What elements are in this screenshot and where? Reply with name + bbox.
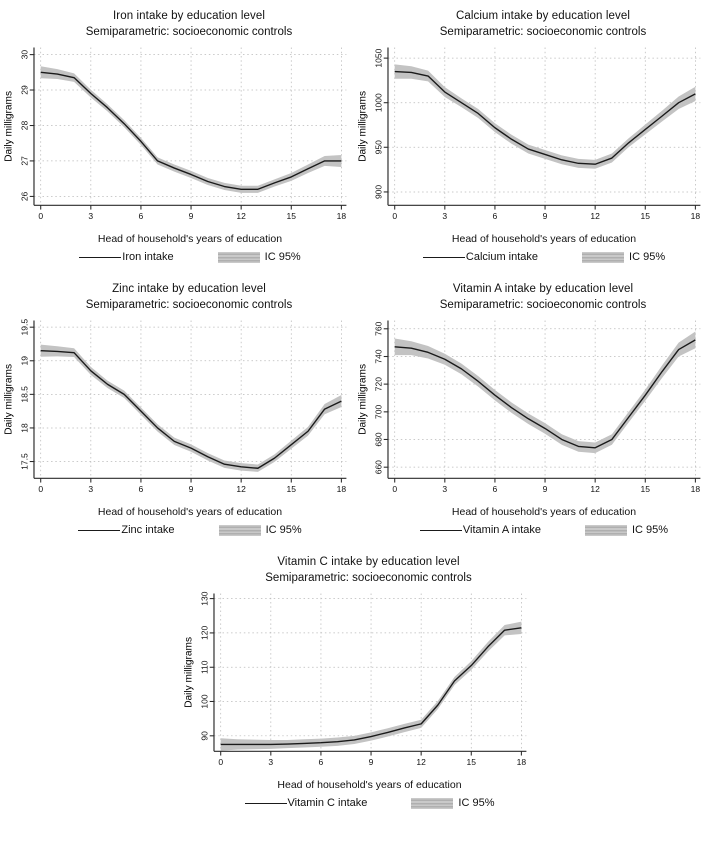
x-tick-label: 18 (336, 211, 347, 222)
line-legend-swatch (79, 257, 121, 258)
x-axis-label: Head of household's years of education (277, 779, 462, 791)
y-tick-label: 28 (19, 120, 30, 131)
chart-subtitle: Semiparametric: socioeconomic controls (85, 299, 293, 311)
x-tick-label: 6 (318, 757, 323, 768)
y-tick-label: 1050 (373, 48, 384, 68)
x-tick-label: 12 (590, 211, 600, 222)
x-tick-label: 3 (442, 211, 448, 222)
y-tick-label: 950 (373, 140, 384, 155)
x-tick-label: 3 (442, 484, 448, 495)
chart-row-2 (2, 279, 715, 538)
y-axis-label: Daily milligrams (357, 90, 369, 162)
band-legend-label: IC 95% (629, 251, 666, 263)
chart-title: Zinc intake by education level (112, 283, 266, 295)
plot-area-vitamin-a (356, 314, 710, 505)
y-tick-label: 720 (373, 377, 384, 392)
y-tick-label: 700 (373, 404, 384, 419)
band-legend-swatch (219, 525, 261, 536)
band-legend-label: IC 95% (458, 797, 495, 809)
chart-title: Vitamin A intake by education level (452, 283, 634, 295)
y-tick-label: 100 (198, 694, 209, 709)
x-tick-label: 12 (590, 484, 600, 495)
chart-row-1 (2, 6, 715, 265)
band-legend-swatch (585, 525, 627, 536)
y-tick-label: 19.5 (19, 318, 30, 336)
chart-iron (2, 6, 356, 265)
x-tick-label: 6 (138, 484, 144, 495)
x-tick-label: 9 (542, 211, 548, 222)
line-legend-label: Vitamin C intake (287, 797, 368, 809)
x-tick-label: 12 (415, 757, 426, 768)
y-tick-label: 680 (373, 432, 384, 447)
legend (2, 249, 356, 265)
plot-area-zinc (2, 314, 356, 505)
chart-vitamin-c (182, 552, 536, 811)
y-tick-label: 900 (373, 184, 384, 200)
x-tick-label: 18 (690, 484, 701, 495)
line-legend-swatch (78, 530, 120, 531)
y-axis-label: Daily milligrams (357, 363, 369, 435)
x-tick-label: 3 (267, 757, 273, 768)
band-legend-label: IC 95% (265, 524, 302, 536)
x-axis-label: Head of household's years of education (451, 506, 637, 518)
x-tick-label: 15 (286, 484, 297, 495)
y-axis-label: Daily milligrams (3, 363, 15, 435)
plot-area-iron (2, 41, 356, 232)
y-axis-label: Daily milligrams (183, 636, 195, 708)
x-axis-label: Head of household's years of education (97, 506, 283, 518)
chart-title: Calcium intake by education level (456, 10, 630, 22)
x-tick-label: 18 (336, 484, 347, 495)
line-legend-label: Vitamin A intake (462, 524, 541, 536)
y-tick-label: 740 (373, 349, 384, 364)
y-tick-label: 29 (19, 85, 30, 95)
y-axis-label: Daily milligrams (3, 90, 15, 162)
y-tick-label: 660 (373, 460, 384, 475)
legend (356, 522, 710, 538)
band-legend-swatch (582, 252, 624, 263)
x-tick-label: 6 (492, 211, 498, 222)
chart-subtitle: Semiparametric: socioeconomic controls (439, 299, 647, 311)
plot-area-vitamin-c (182, 587, 536, 778)
y-tick-label: 18.5 (19, 386, 30, 403)
x-tick-label: 6 (138, 211, 144, 222)
chart-subtitle: Semiparametric: socioeconomic controls (85, 26, 293, 38)
x-tick-label: 12 (236, 484, 246, 495)
chart-calcium (356, 6, 710, 265)
x-tick-label: 9 (542, 484, 548, 495)
line-legend-label: Iron intake (122, 251, 174, 263)
x-tick-label: 9 (368, 757, 373, 768)
plot-area-calcium (356, 41, 710, 232)
legend (356, 249, 710, 265)
y-tick-label: 1000 (373, 93, 384, 113)
line-legend-swatch (423, 257, 465, 258)
chart-subtitle: Semiparametric: socioeconomic controls (439, 26, 647, 38)
y-tick-label: 130 (198, 591, 209, 606)
x-tick-label: 6 (492, 484, 498, 495)
legend (182, 795, 536, 811)
x-tick-label: 0 (392, 211, 398, 222)
chart-title: Vitamin C intake by education level (277, 556, 460, 568)
x-tick-label: 3 (88, 211, 94, 222)
y-tick-label: 30 (19, 49, 30, 60)
line-legend-swatch (420, 530, 462, 531)
x-tick-label: 0 (392, 484, 398, 495)
x-tick-label: 0 (38, 484, 44, 495)
line-legend-swatch (245, 803, 287, 804)
y-tick-label: 17.5 (19, 453, 30, 470)
y-tick-label: 26 (19, 191, 30, 202)
x-axis-label: Head of household's years of education (97, 233, 283, 245)
x-tick-label: 9 (188, 211, 194, 222)
x-tick-label: 9 (188, 484, 194, 495)
x-tick-label: 3 (88, 484, 94, 495)
x-tick-label: 18 (516, 757, 526, 768)
chart-subtitle: Semiparametric: socioeconomic controls (265, 572, 472, 584)
x-tick-label: 12 (236, 211, 246, 222)
band-legend-swatch (411, 798, 453, 809)
line-legend-label: Calcium intake (465, 251, 539, 263)
y-tick-label: 27 (19, 156, 30, 166)
x-tick-label: 18 (690, 211, 701, 222)
line-legend-label: Zinc intake (121, 524, 175, 536)
x-tick-label: 15 (640, 211, 651, 222)
x-tick-label: 15 (640, 484, 651, 495)
y-tick-label: 120 (198, 625, 209, 641)
x-tick-label: 15 (286, 211, 297, 222)
y-tick-label: 760 (373, 321, 384, 336)
x-tick-label: 0 (38, 211, 44, 222)
chart-title: Iron intake by education level (113, 10, 265, 22)
y-tick-label: 18 (19, 423, 30, 433)
band-legend-label: IC 95% (632, 524, 669, 536)
x-tick-label: 15 (466, 757, 476, 768)
x-axis-label: Head of household's years of education (451, 233, 637, 245)
legend (2, 522, 356, 538)
y-tick-label: 19 (19, 356, 30, 366)
band-legend-swatch (218, 252, 260, 263)
confidence-band (395, 332, 696, 454)
band-legend-label: IC 95% (264, 251, 301, 263)
chart-zinc (2, 279, 356, 538)
chart-vitamin-a (356, 279, 710, 538)
y-tick-label: 90 (198, 731, 209, 741)
y-tick-label: 110 (198, 660, 209, 675)
chart-row-3 (2, 552, 715, 811)
x-tick-label: 0 (217, 757, 223, 768)
